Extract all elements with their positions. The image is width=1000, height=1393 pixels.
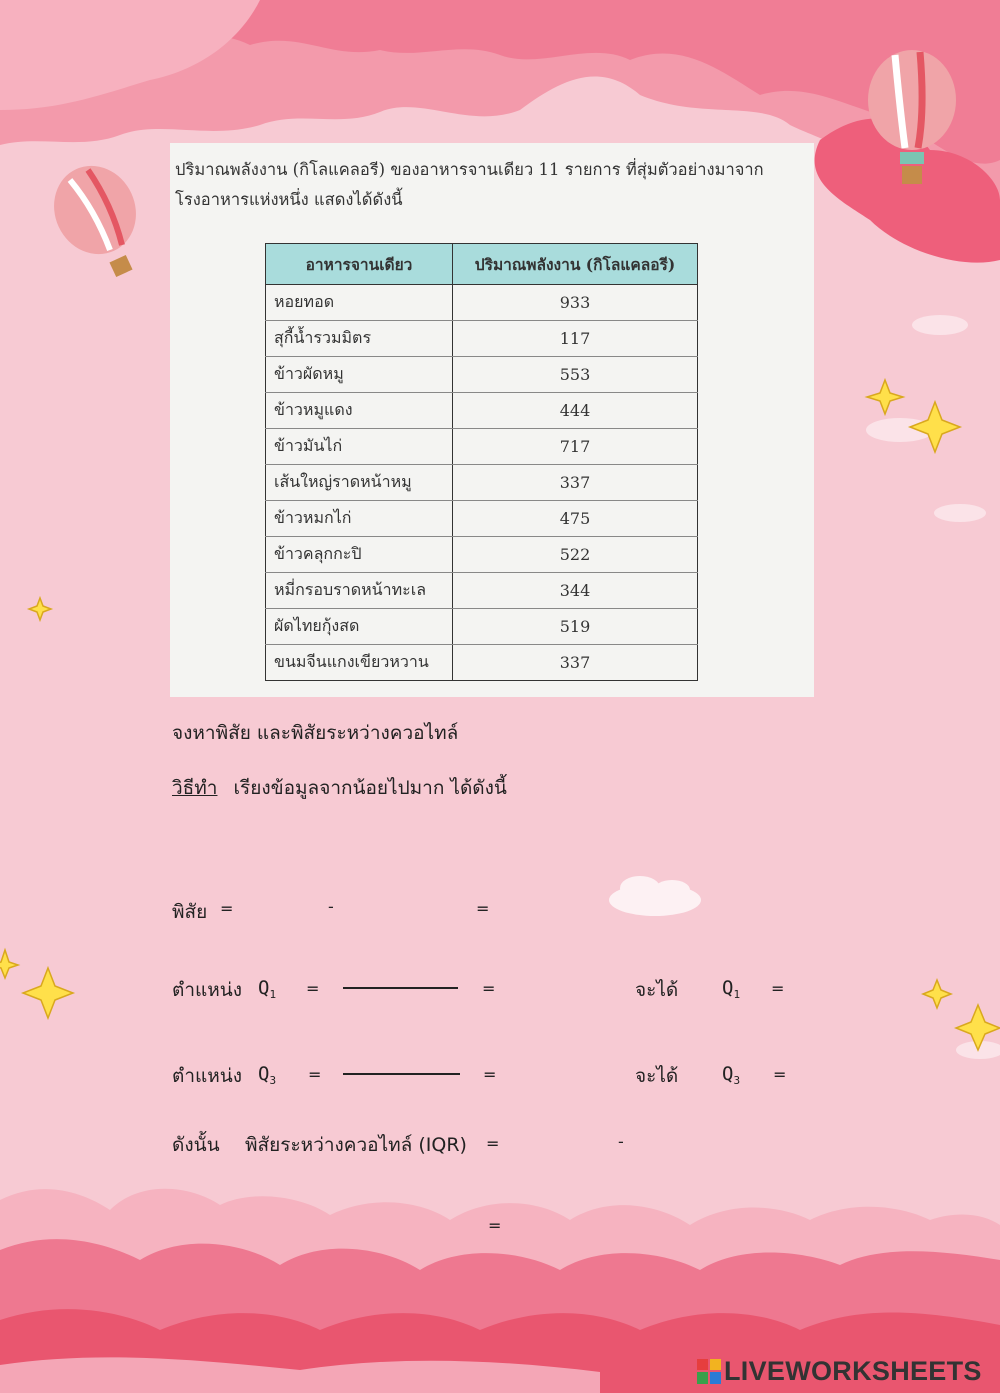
food-name: สุกี้น้ำรวมมิตร	[266, 321, 453, 357]
method-label: วิธีทำ	[172, 777, 218, 799]
q3-eq-2: =	[483, 1065, 497, 1084]
q1-symbol	[258, 977, 276, 1001]
q1-fraction-line	[343, 987, 458, 989]
q3-get-label: จะได้	[635, 1065, 679, 1087]
liveworksheets-logo-icon	[697, 1359, 721, 1384]
q3-subscript-again: 3	[733, 1074, 741, 1087]
food-name: ข้าวมันไก่	[266, 429, 453, 465]
food-name: หอยทอด	[266, 285, 453, 321]
iqr-minus: -	[618, 1132, 624, 1151]
q1-eq-3: =	[771, 979, 785, 998]
range-minus: -	[328, 897, 334, 916]
q3-symbol	[258, 1063, 276, 1087]
energy-table	[265, 243, 698, 681]
table-row	[266, 357, 698, 393]
food-name: ข้าวคลุกกะปิ	[266, 537, 453, 573]
energy-value: 717	[453, 429, 698, 465]
q3-eq: =	[308, 1065, 322, 1084]
q1-eq: =	[306, 979, 320, 998]
question-text: จงหาพิสัย และพิสัยระหว่างควอไทล์	[172, 722, 459, 744]
q3-q-again: Q	[722, 1063, 734, 1085]
food-name: เส้นใหญ่ราดหน้าหมู	[266, 465, 453, 501]
food-name: ข้าวหมูแดง	[266, 393, 453, 429]
q1-symbol-again	[722, 977, 740, 1001]
range-eq-2: =	[476, 899, 490, 918]
iqr-eq-2: =	[488, 1216, 502, 1235]
energy-value: 444	[453, 393, 698, 429]
table-row	[266, 393, 698, 429]
q1-q-again: Q	[722, 977, 734, 999]
table-row	[266, 609, 698, 645]
q3-subscript: 3	[269, 1074, 277, 1087]
energy-value: 475	[453, 501, 698, 537]
method-text: เรียงข้อมูลจากน้อยไปมาก ได้ดังนี้	[233, 777, 507, 799]
q1-subscript-again: 1	[733, 988, 741, 1001]
table-row	[266, 645, 698, 681]
q1-q: Q	[258, 977, 270, 999]
q3-eq-3: =	[773, 1065, 787, 1084]
worksheet-scan	[170, 143, 814, 697]
table-row	[266, 537, 698, 573]
q1-position-label: ตำแหน่ง	[172, 979, 243, 1001]
liveworksheets-brand: LIVEWORKSHEETS	[724, 1356, 982, 1386]
q3-position-label: ตำแหน่ง	[172, 1065, 243, 1087]
food-name: ข้าวหมกไก่	[266, 501, 453, 537]
intro-line-2: โรงอาหารแห่งหนึ่ง แสดงได้ดังนี้	[175, 190, 403, 209]
iqr-label: พิสัยระหว่างควอไทล์ (IQR)	[245, 1134, 467, 1156]
table-row	[266, 429, 698, 465]
energy-value: 337	[453, 465, 698, 501]
table-row	[266, 501, 698, 537]
range-label: พิสัย	[172, 901, 208, 923]
table-row	[266, 573, 698, 609]
range-eq: =	[220, 899, 234, 918]
energy-value: 522	[453, 537, 698, 573]
intro-line-1: ปริมาณพลังงาน (กิโลแคลอรี) ของอาหารจานเดียว 11 รายการ ที่สุ่มตัวอย่างมาจาก	[175, 160, 764, 179]
energy-value: 933	[453, 285, 698, 321]
energy-value: 519	[453, 609, 698, 645]
food-name: ข้าวผัดหมู	[266, 357, 453, 393]
table-row	[266, 285, 698, 321]
header-food: อาหารจานเดียว	[266, 244, 453, 285]
energy-value: 553	[453, 357, 698, 393]
energy-value: 117	[453, 321, 698, 357]
iqr-eq: =	[486, 1134, 500, 1153]
q1-get-label: จะได้	[635, 979, 679, 1001]
q3-symbol-again	[722, 1063, 740, 1087]
food-name: ผัดไทยกุ้งสด	[266, 609, 453, 645]
energy-value: 344	[453, 573, 698, 609]
q1-subscript: 1	[269, 988, 277, 1001]
table-row	[266, 321, 698, 357]
q3-q: Q	[258, 1063, 270, 1085]
energy-value: 337	[453, 645, 698, 681]
table-row	[266, 465, 698, 501]
food-name: หมี่กรอบราดหน้าทะเล	[266, 573, 453, 609]
header-energy: ปริมาณพลังงาน (กิโลแคลอรี)	[453, 244, 698, 285]
balloon-left-icon	[40, 152, 151, 277]
iqr-prefix: ดังนั้น	[172, 1134, 220, 1156]
intro-text	[175, 155, 805, 215]
q1-eq-2: =	[482, 979, 496, 998]
food-name: ขนมจีนแกงเขียวหวาน	[266, 645, 453, 681]
method-line	[172, 773, 507, 803]
q3-fraction-line	[343, 1073, 460, 1075]
table-header-row	[266, 244, 698, 285]
